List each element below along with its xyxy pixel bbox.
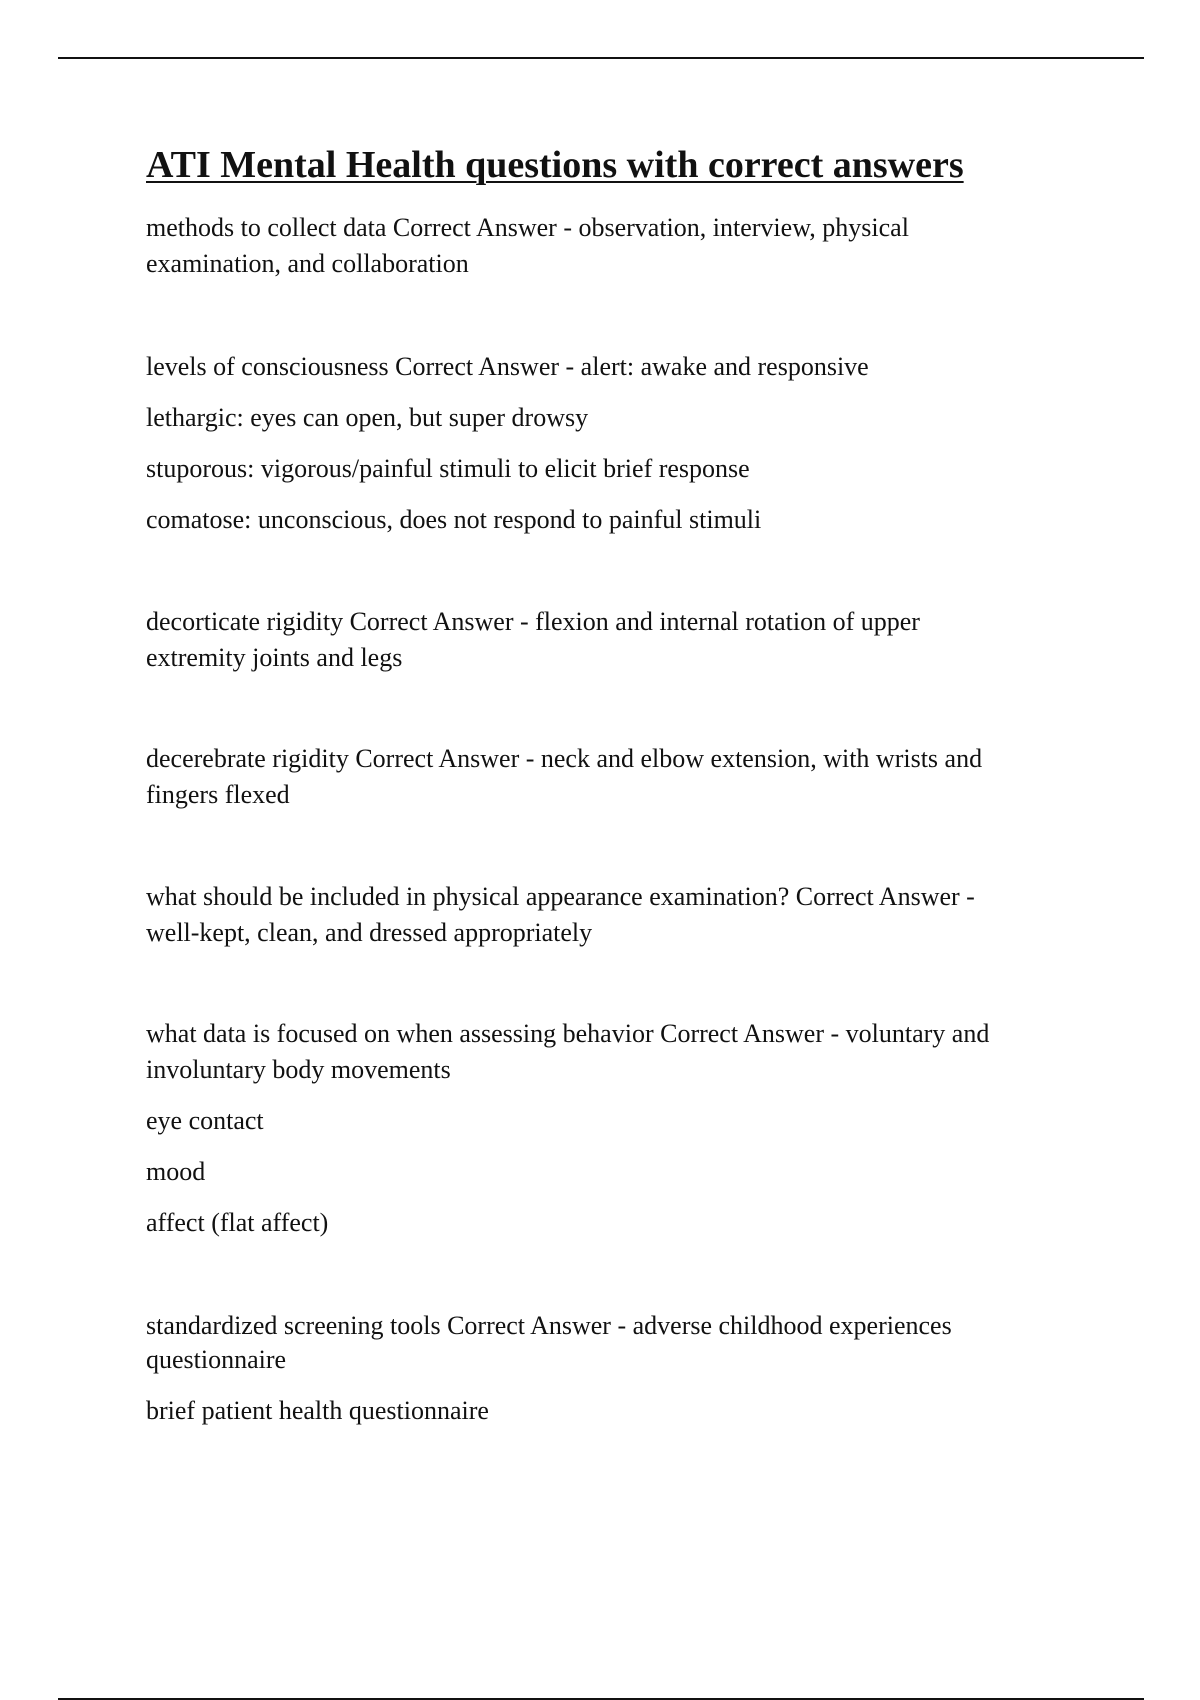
- entry-2-line-4: comatose: unconscious, does not respond to painful stimuli: [146, 505, 762, 534]
- entry-7-line-3: brief patient health questionnaire: [146, 1396, 489, 1425]
- entry-5-line-2: well-kept, clean, and dressed appropriately: [146, 918, 593, 947]
- entry-3-line-1: decorticate rigidity Correct Answer - flexion and internal rotation of upper: [146, 607, 920, 636]
- document-title: ATI Mental Health questions with correct answers: [146, 144, 964, 186]
- entry-1-line-2: examination, and collaboration: [146, 249, 469, 278]
- entry-6-line-2: involuntary body movements: [146, 1055, 451, 1084]
- entry-2-line-1: levels of consciousness Correct Answer - alert: awake and responsive: [146, 352, 869, 381]
- entry-2-line-2: lethargic: eyes can open, but super drowsy: [146, 403, 589, 432]
- entry-6-line-5: affect (flat affect): [146, 1208, 329, 1237]
- top-rule: [58, 57, 1144, 59]
- entry-7-line-2: questionnaire: [146, 1345, 287, 1374]
- entry-6-line-4: mood: [146, 1157, 206, 1186]
- entry-4-line-2: fingers flexed: [146, 780, 290, 809]
- entry-1-line-1: methods to collect data Correct Answer - observation, interview, physical: [146, 213, 909, 242]
- entry-4-line-1: decerebrate rigidity Correct Answer - neck and elbow extension, with wrists and: [146, 744, 983, 773]
- entry-6-line-1: what data is focused on when assessing behavior Correct Answer - voluntary and: [146, 1019, 990, 1048]
- entry-7-line-1: standardized screening tools Correct Answer - adverse childhood experiences: [146, 1311, 952, 1340]
- entry-5-line-1: what should be included in physical appearance examination? Correct Answer -: [146, 882, 975, 911]
- entry-2-line-3: stuporous: vigorous/painful stimuli to elicit brief response: [146, 454, 750, 483]
- entry-3-line-2: extremity joints and legs: [146, 643, 403, 672]
- entry-6-line-3: eye contact: [146, 1106, 264, 1135]
